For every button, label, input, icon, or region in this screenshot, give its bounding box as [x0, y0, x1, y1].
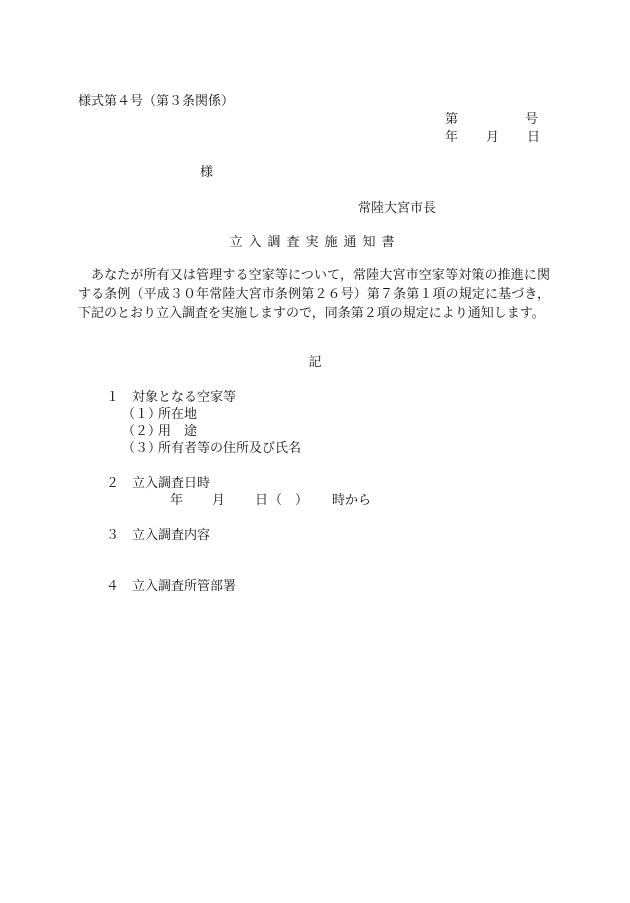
subitem-2-label: 用 途 [158, 424, 198, 439]
body-paragraph: あなたが所有又は管理する空家等について，常陸大宮市空家等対策の推進に関する条例（平成３０年常陸大宮市条例第２６号）第７条第１項の規定に基づき，下記のとおり立入調査を実施しますので，同条第２項の規定により通知します。 [78, 268, 550, 321]
sender-name: 常陸大宮市長 [358, 201, 437, 216]
item-3-label: 立入調査内容 [132, 528, 211, 543]
item-2 [106, 476, 211, 491]
subitem-1-number: （１） [122, 407, 162, 422]
survey-weekday-paren: （ ） [269, 493, 309, 508]
addressee-honorific: 様 [200, 165, 214, 180]
number-prefix: 第 [445, 112, 459, 127]
document-title: 立入調査実施通知書 [229, 235, 401, 250]
number-suffix: 号 [525, 112, 539, 127]
item-1 [106, 390, 237, 405]
survey-year-label: 年 [170, 493, 184, 508]
item-2-label: 立入調査日時 [132, 476, 211, 491]
item-1-label: 対象となる空家等 [132, 390, 237, 405]
item-3-number: ３ [106, 528, 120, 543]
subitem-1 [122, 407, 198, 422]
survey-time-label: 時から [332, 493, 372, 508]
item-4 [106, 579, 237, 594]
subitem-2-number: （２） [122, 424, 162, 439]
subitem-1-label: 所在地 [158, 407, 198, 422]
item-1-number: １ [106, 390, 120, 405]
document-number-line [445, 112, 539, 127]
subitem-3-number: （３） [122, 441, 162, 456]
subitem-3 [122, 441, 302, 456]
issue-month-label: 月 [486, 130, 500, 145]
issue-year-label: 年 [445, 130, 459, 145]
subitem-3-label: 所有者等の住所及び氏名 [158, 441, 302, 456]
item-4-label: 立入調査所管部署 [132, 579, 237, 594]
survey-month-label: 月 [212, 493, 226, 508]
ki-heading: 記 [308, 355, 322, 370]
form-number: 様式第４号（第３条関係） [78, 94, 235, 109]
item-4-number: ４ [106, 579, 120, 594]
item-3 [106, 528, 211, 543]
issue-day-label: 日 [527, 130, 541, 145]
survey-day-label: 日 [255, 493, 269, 508]
subitem-2 [122, 424, 198, 439]
item-2-number: ２ [106, 476, 120, 491]
